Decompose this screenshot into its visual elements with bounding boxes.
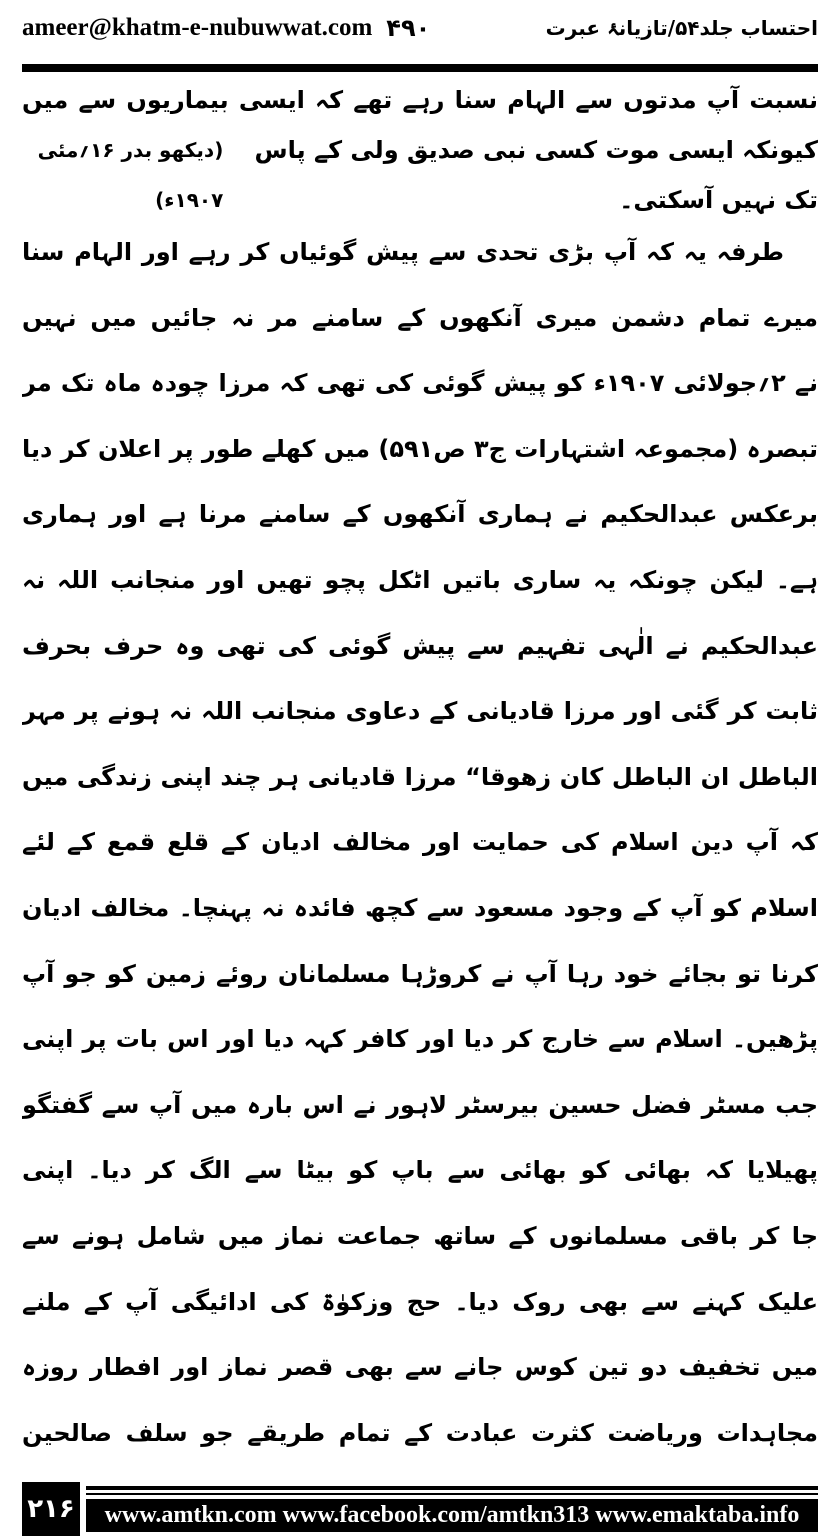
footer-rule [86, 1486, 818, 1490]
paragraph-line: مجاہدات وریاضت کثرت عبادت کے تمام طریقے جو سلف صالحین [22, 1418, 818, 1447]
body-line: کیونکہ ایسی موت کسی نبی صدیق ولی کے پاس تک نہیں آسکتی۔ [254, 136, 818, 214]
paragraph-line: ہے۔ لیکن چونکہ یہ ساری باتیں اٹکل پچو تھیں اور منجانب اللہ نہ [22, 566, 818, 594]
page-header [22, 8, 818, 48]
paragraph-line: پھیلایا کہ بھائی کو بھائی سے باپ کو بیٹا سے الگ کر دیا۔ اپنی [22, 1156, 818, 1185]
header-email: ameer@khatm-e-nubuwwat.com [22, 14, 373, 41]
paragraph-line: ثابت کر گئی اور مرزا قادیانی کے دعاوی منجانب اللہ نہ ہونے پر مہر [22, 697, 818, 726]
paragraph-line: علیک کہنے سے بھی روک دیا۔ حج وزکوٰۃ کی ادائیگی آپ کے ملنے [22, 1287, 818, 1316]
paragraph-line: کہ آپ دین اسلام کی حمایت اور مخالف ادیان کے قلع قمع کے لئے [22, 828, 818, 857]
paragraph-line: کرنا تو بجائے خود رہا آپ نے کروڑہا مسلمانان روئے زمین کو جو آپ [22, 959, 818, 988]
paragraph-line: میں تخفیف دو تین کوس جانے سے بھی قصر نماز اور افطار روزہ [22, 1353, 818, 1382]
page-number: ۲۱۶ [22, 1482, 80, 1536]
paragraph-line: جا کر باقی مسلمانوں کے ساتھ جماعت نماز میں شامل ہونے سے [22, 1222, 818, 1250]
paragraph-line: برعکس عبدالحکیم نے ہماری آنکھوں کے سامنے مرنا ہے اور ہماری [22, 500, 818, 529]
paragraph-line: پڑھیں۔ اسلام سے خارج کر دیا اور کافر کہہ دیا اور اس بات پر اپنی [22, 1025, 818, 1054]
header-left [22, 14, 430, 42]
paragraph-line: جب مسٹر فضل حسین بیرسٹر لاہور نے اس بارہ میں آپ سے گفتگو [22, 1090, 818, 1119]
footer-urls: www.amtkn.com www.facebook.com/amtkn313 www.emaktaba.info [86, 1499, 818, 1532]
body-line-with-citation [22, 125, 818, 214]
book-title: احتساب جلد۵۴/تازیانۂ عبرت [545, 16, 818, 40]
paragraph-line: میرے تمام دشمن میری آنکھوں کے سامنے مر نہ جائیں میں نہیں [22, 303, 818, 332]
body-line: نسبت آپ مدتوں سے الہام سنا رہے تھے کہ ایسی بیماریوں سے میں [22, 86, 818, 114]
page-footer [22, 1482, 818, 1536]
paragraph-line: اسلام کو آپ کے وجود مسعود سے کچھ فائدہ نہ پہنچا۔ مخالف ادیان [22, 894, 818, 922]
paragraph-line: طرفہ یہ کہ آپ بڑی تحدی سے پیش گوئیاں کر رہے اور الہام سنا [22, 238, 784, 266]
paragraph-line: الباطل ان الباطل کان زھوقا“ مرزا قادیانی ہر چند اپنی زندگی میں [22, 762, 818, 791]
book-page-number: ۴۹۰ [386, 14, 431, 42]
footer-rule-thin [86, 1493, 818, 1495]
citation: (دیکھو بدر ۱۶؍مئی ۱۹۰۷ء) [37, 138, 224, 212]
paragraph-line: تبصرہ (مجموعہ اشتہارات ج۳ ص۵۹۱) میں کھلے طور پر اعلان کر دیا [22, 434, 818, 463]
paragraph-line: عبدالحکیم نے الٰہی تفہیم سے پیش گوئی کی تھی وہ حرف بحرف [22, 631, 818, 660]
header-rule [22, 64, 818, 72]
paragraph-line: نے ۲؍جولائی ۱۹۰۷ء کو پیش گوئی کی تھی کہ مرزا چودہ ماہ تک مر [22, 369, 818, 398]
